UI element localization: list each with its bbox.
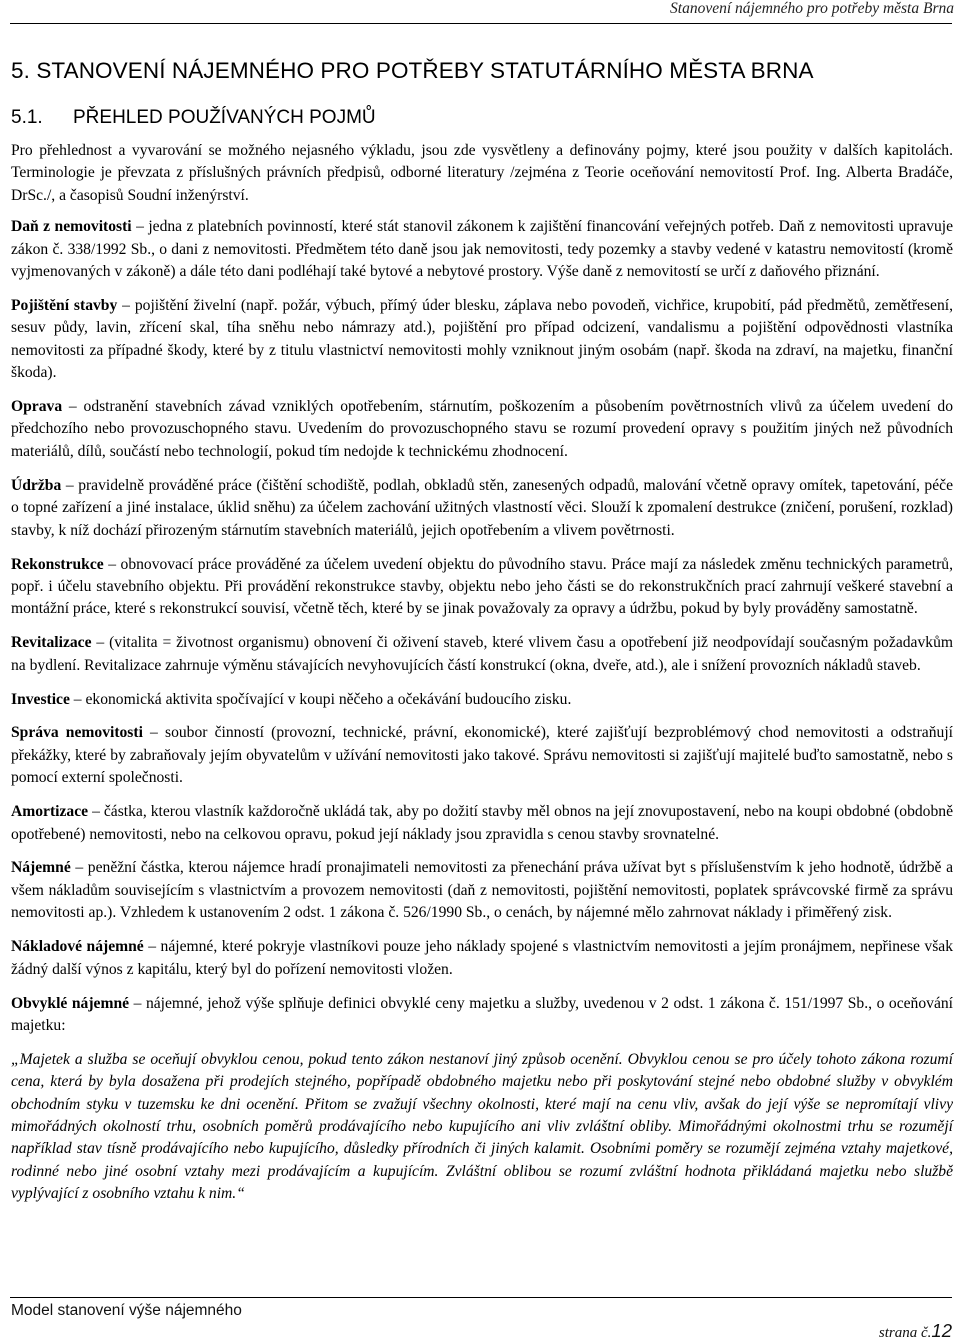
definition-term: Daň z nemovitosti [11,218,132,236]
running-header: Stanovení nájemného pro potřeby města Brna [670,0,954,17]
definition-text: – (vitalita = životnost organismu) obnovení či oživení staveb, které vlivem času a opotřebení již neodpovídají současným požadavkům na bydlení. Revitalizace zahrnuje výměnu stávajících nevyhovujících částí konstrukcí (okna, dveře, atd.), ale i snížení provozních nákladů staveb. [11,634,953,674]
definition-paragraph [11,632,953,677]
definition-term: Oprava [11,398,63,416]
definition-term: Investice [11,690,70,708]
section-title: PŘEHLED POUŽÍVANÝCH POJMŮ [73,107,376,128]
definition-term: Pojištění stavby [11,296,118,314]
definition-text: – pravidelně prováděné práce (čištění schodiště, podlah, obkladů stěn, zanesených odpadů, malování včetně opravy omítek, tapetování, péče o topné zařízení a jiné instalace, úklid sněhu) za účelem zachování užitných vlastností věci. Slouží k zpomalení destrukce (zničení, porušení, rozklad) stavby, k níž dochází přirozeným stárnutím stavebních materiálů, jejich opotřebením a vlivem povětrnosti. [11,476,953,539]
definition-paragraph [11,689,953,711]
section-heading [11,107,376,129]
definition-paragraph [11,396,953,463]
section-number: 5.1. [11,107,43,128]
page-prefix: strana č. [878,1325,932,1341]
definition-term: Správa nemovitosti [11,724,143,742]
definition-term: Obvyklé nájemné [11,994,130,1012]
definition-text: – částka, kterou vlastník každoročně ukládá tak, aby po dožití stavby měl obnos na její znovupostavení, nebo na koupi obdobné (obdobně opotřebené) nemovitosti, nebo na celkovou opravu, pokud její náklady jsou zpravidla s cenou stavby srovnatelné. [11,803,953,843]
definition-term: Rekonstrukce [11,555,104,573]
footer-document-title: Model stanovení výše nájemného [11,1302,242,1319]
definition-text: – peněžní částka, kterou nájemce hradí pronajimateli nemovitosti za přenechání práva užívat byt s příslušenstvím k jeho hodnotě, údržbě a všem nákladům souvisejícím s vlastnictvím a provozem nemovitosti (daň z nemovitosti, pojištění nemovitosti, poplatek správcovské firmě za správu nemovitosti ap.). Vzhledem k ustanovením 2 odst. 1 zákona č. 526/1990 Sb., o cenách, by nájemné mělo zahrnovat náklady i přiměřený zisk. [11,859,953,922]
intro-paragraph: Pro přehlednost a vyvarování se možného nejasného výkladu, jsou zde vysvětleny a definovány pojmy, které jsou použity v dalších kapitolách. Terminologie je převzata z příslušných právních předpisů, odborné literatury /zejména z Teorie oceňování nemovitostí Prof. Ing. Alberta Bradáče, DrSc./, a časopisů Soudní inženýrství. [11,142,953,204]
definition-term: Revitalizace [11,634,92,652]
definition-text: – soubor činností (provozní, technické, právní, ekonomické), které zajišťují bezproblémový chod nemovitosti a odstraňují překážky, které by zabraňovaly jejím obyvatelům v užívání nemovitosti jako takové. Správu nemovitosti si zajišťují majitelé buďto samostatně, nebo s pomocí externí společnosti. [11,724,953,787]
header-divider [10,23,952,24]
page-number: 12 [931,1320,952,1341]
definition-text: – ekonomická aktivita spočívající v koupi něčeho a očekávání budoucího zisku. [69,690,572,708]
definition-text: – obnovovací práce prováděné za účelem uvedení objektu do původního stavu. Práce mají za následek změnu technických parametrů, popř. i účelu stavebního objektu. Při provádění rekonstrukce stavby, objektu nebo jeho části se do rekonstrukčních prací zahrnují veškeré stavební a montážní práce, které s rekonstrukcí souvisí, včetně těch, které by se jinak považovaly za opravy a údržbu, pokud by byly prováděny samostatně. [11,555,953,618]
definition-term: Údržba [11,476,62,494]
page-number-label [879,1320,952,1342]
definition-paragraph [11,993,953,1038]
definition-text: – odstranění stavebních závad vzniklých opotřebením, stárnutím, poškozením a působením povětrnostních vlivů za účelem uvedení do předchozího nebo provozuschopného stavu. Uvedením do provozuschopného stavu se rozumí provedení opravy s použitím jiných než původních materiálů, dílů, součástí nebo technologií, pokud tím nedojde k technickému zhodnocení. [11,398,953,460]
chapter-heading: 5. STANOVENÍ NÁJEMNÉHO PRO POTŘEBY STATUTÁRNÍHO MĚSTA BRNA [11,58,814,83]
definition-text: – nájemné, jehož výše splňuje definici obvyklé ceny majetku a služby, uvedenou v 2 odst. 1 zákona č. 151/1997 Sb., o oceňování majetku: [11,994,953,1034]
definition-text: – jedna z platebních povinností, které stát stanovil zákonem k zajištění financování veřejných potřeb. Daň z nemovitosti upravuje zákon č. 338/1992 Sb., o dani z nemovitosti. Předmětem této daně jsou jak nemovitosti, tedy pozemky a stavby vedené v katastru nemovitostí (kromě vyjmenovaných v zákoně) a dále této dani podléhají také bytové a nebytové prostory. Výše daně z nemovitostí se určí z daňového přiznání. [11,218,953,281]
definition-term: Nákladové nájemné [11,938,144,956]
definition-paragraph [11,801,953,846]
definition-paragraph [11,216,953,283]
document-body [11,140,953,1217]
definition-paragraph [11,722,953,789]
definition-paragraph [11,554,953,621]
definition-text: – nájemné, které pokryje vlastníkovi pouze jeho náklady spojené s vlastnictvím nemovitosti a jejím pronájmem, nepřinese však žádný další výnos z kapitálu, který byl do pořízení nemovitosti vložen. [11,938,953,978]
definition-paragraph [11,475,953,542]
definition-term: Nájemné [11,859,71,877]
definition-paragraph [11,295,953,385]
definition-paragraph [11,936,953,981]
definition-paragraph [11,857,953,924]
definition-term: Amortizace [11,803,89,821]
footer-divider [10,1297,952,1298]
legal-quote: „Majetek a služba se oceňují obvyklou cenou, pokud tento zákon nestanoví jiný způsob ocenění. Obvyklou cenou se pro účely tohoto zákona rozumí cena, která by byla dosažena při prodejích stejného, popřípadě obdobného majetku nebo při poskytování stejné nebo obdobné služby v obvyklém obchodním styku v tuzemsku ke dni ocenění. Přitom se zvažují všechny okolnosti, které mají na cenu vliv, avšak do její výše se nepromítají vlivy mimořádných okolností trhu, osobních poměrů prodávajícího nebo kupujícího ani vliv zvláštní obliby. Mimořádnými okolnostmi trhu se rozumějí například stav tísně prodávajícího nebo kupujícího, důsledky přírodních či jiných kalamit. Osobními poměry se rozumějí zejména vztahy majetkové, rodinné nebo jiné osobní vztahy mezi prodávajícím a kupujícím. Zvláštní oblibou se rozumí zvláštní hodnota přikládaná majetku nebo službě vyplývající z osobního vztahu k nim.“ [11,1050,953,1203]
definition-text: – pojištění živelní (např. požár, výbuch, přímý úder blesku, záplava nebo povodeň, vichřice, krupobití, pád předmětů, zemětřesení, sesuv půdy, lavin, zřícení skal, tíha sněhu nebo námrazy atd.), pojištění pro případ odcizení, vandalismu a pojištění odpovědnosti vlastníka nemovitosti za případné škody, které by z titulu vlastnictví nemovitosti mohly vzniknout jiným osobám (např. škoda na zdraví, na majetku, finanční škoda). [11,296,953,382]
